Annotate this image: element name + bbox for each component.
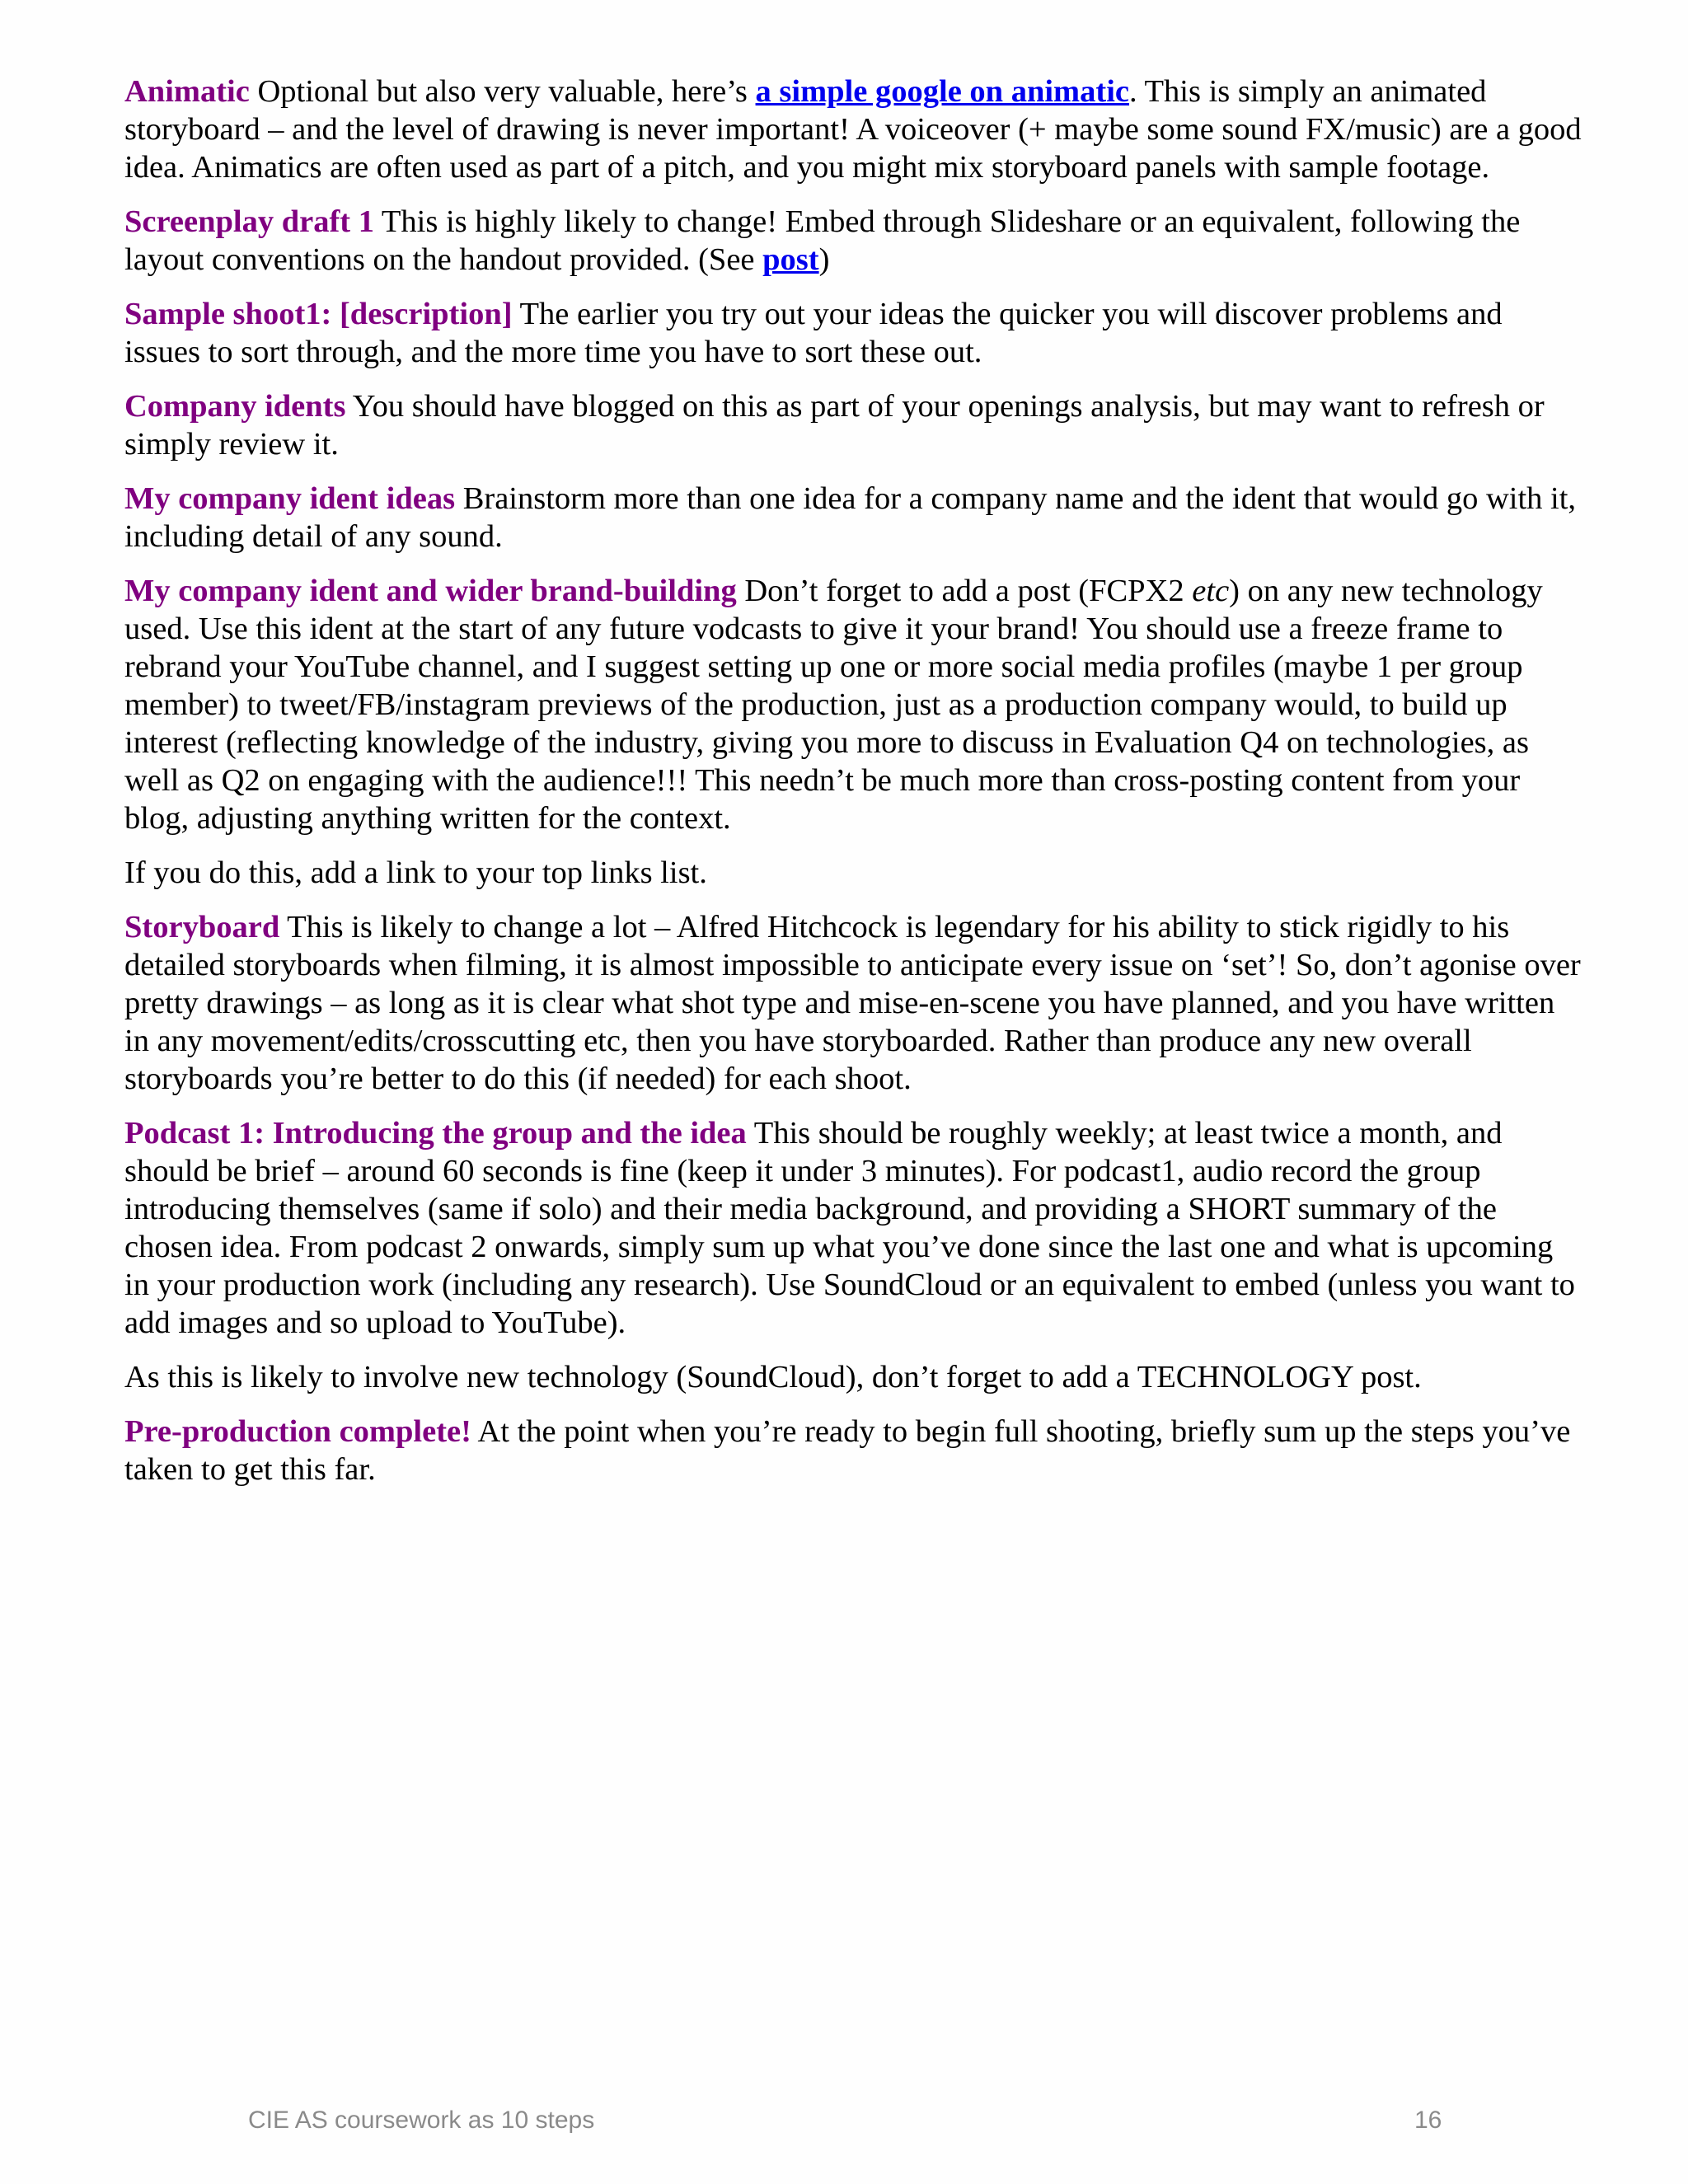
paragraph-sample-shoot (124, 295, 1583, 371)
heading-sample-shoot: Sample shoot1: [description] (124, 297, 513, 331)
paragraph-text: This is highly likely to change! Embed through Slideshare or an equivalent, following the layout conventions on the handout provided. (See (124, 204, 1521, 277)
paragraph-text: As this is likely to involve new technology (SoundCloud), don’t forget to add a TECHNOLOGY post. (124, 1360, 1422, 1394)
paragraph-pre-production (124, 1413, 1583, 1488)
paragraph-text: ) on any new technology used. Use this ident at the start of any future vodcasts to give it your brand! You should use a freeze frame to rebrand your YouTube channel, and I suggest setting up one or more social media profiles (maybe 1 per group member) to tweet/FB/instagram previews of the production, just as a production company would, to build up interest (reflecting knowledge of the industry, giving you more to discuss in Evaluation Q4 on technologies, as well as Q2 on engaging with the audience!!! This needn’t be much more than cross-posting content from your blog, adjusting anything written for the context. (124, 574, 1543, 836)
paragraph-ident-ideas (124, 480, 1583, 555)
heading-brand-building: My company ident and wider brand-building (124, 574, 737, 608)
paragraph-screenplay-draft (124, 203, 1583, 279)
paragraph-text: This should be roughly weekly; at least twice a month, and should be brief – around 60 seconds is fine (keep it under 3 minutes). For podcast1, audio record the group introducing themselves (same if solo) and their media background, and providing a SHORT summary of the chosen idea. From podcast 2 onwards, simply sum up what you’ve done since the last one and what is upcoming in your production work (including any research). Use SoundCloud or an equivalent to embed (unless you want to add images and so upload to YouTube). (124, 1116, 1575, 1340)
paragraph-text: Optional but also very valuable, here’s (249, 74, 756, 109)
post-link[interactable]: post (762, 242, 819, 277)
document-page (124, 73, 1583, 1505)
paragraph-text: At the point when you’re ready to begin full shooting, briefly sum up the steps you’ve taken to get this far. (124, 1414, 1571, 1487)
paragraph-animatic (124, 73, 1583, 186)
heading-podcast-1: Podcast 1: Introducing the group and the idea (124, 1116, 747, 1151)
paragraph-text: If you do this, add a link to your top links list. (124, 855, 707, 890)
paragraph-storyboard (124, 908, 1583, 1098)
heading-screenplay-draft: Screenplay draft 1 (124, 204, 374, 239)
paragraph-text: The earlier you try out your ideas the quicker you will discover problems and issues to sort through, and the more time you have to sort these out. (124, 297, 1503, 369)
footer-page-number: 16 (1414, 2107, 1442, 2134)
animatic-google-link[interactable]: a simple google on animatic (755, 74, 1129, 109)
paragraph-podcast-1 (124, 1114, 1583, 1342)
paragraph-text: ) (818, 242, 830, 277)
paragraph-text: You should have blogged on this as part of your openings analysis, but may want to refresh or simply review it. (124, 389, 1545, 462)
footer-title: CIE AS coursework as 10 steps (248, 2107, 595, 2134)
paragraph-text: . This is simply an animated storyboard – and the level of drawing is never important! A voiceover (+ maybe some sound FX/music) are a good idea. Animatics are often used as part of a pitch, and you might mix storyboard panels with sample footage. (124, 74, 1582, 185)
paragraph-technology-note (124, 1358, 1583, 1396)
paragraph-text: Don’t forget to add a post (FCPX2 (736, 574, 1193, 608)
heading-ident-ideas: My company ident ideas (124, 481, 456, 516)
heading-pre-production: Pre-production complete! (124, 1414, 471, 1449)
heading-storyboard: Storyboard (124, 910, 280, 944)
heading-company-idents: Company idents (124, 389, 346, 424)
paragraph-company-idents (124, 387, 1583, 463)
paragraph-brand-building (124, 572, 1583, 837)
paragraph-text: Brainstorm more than one idea for a company name and the ident that would go with it, including detail of any sound. (124, 481, 1577, 554)
paragraph-top-links-note (124, 854, 1583, 892)
heading-animatic: Animatic (124, 74, 250, 109)
paragraph-text: This is likely to change a lot – Alfred Hitchcock is legendary for his ability to stick rigidly to his detailed storyboards when filming, it is almost impossible to anticipate every issue on ‘set’! So, don’t agonise over pretty drawings – as long as it is clear what shot type and mise-en-scene you have planned, and you have written in any movement/edits/crosscutting etc, then you have storyboarded. Rather than produce any new overall storyboards you’re better to do this (if needed) for each shoot. (124, 910, 1581, 1096)
paragraph-emphasis: etc (1192, 574, 1230, 608)
